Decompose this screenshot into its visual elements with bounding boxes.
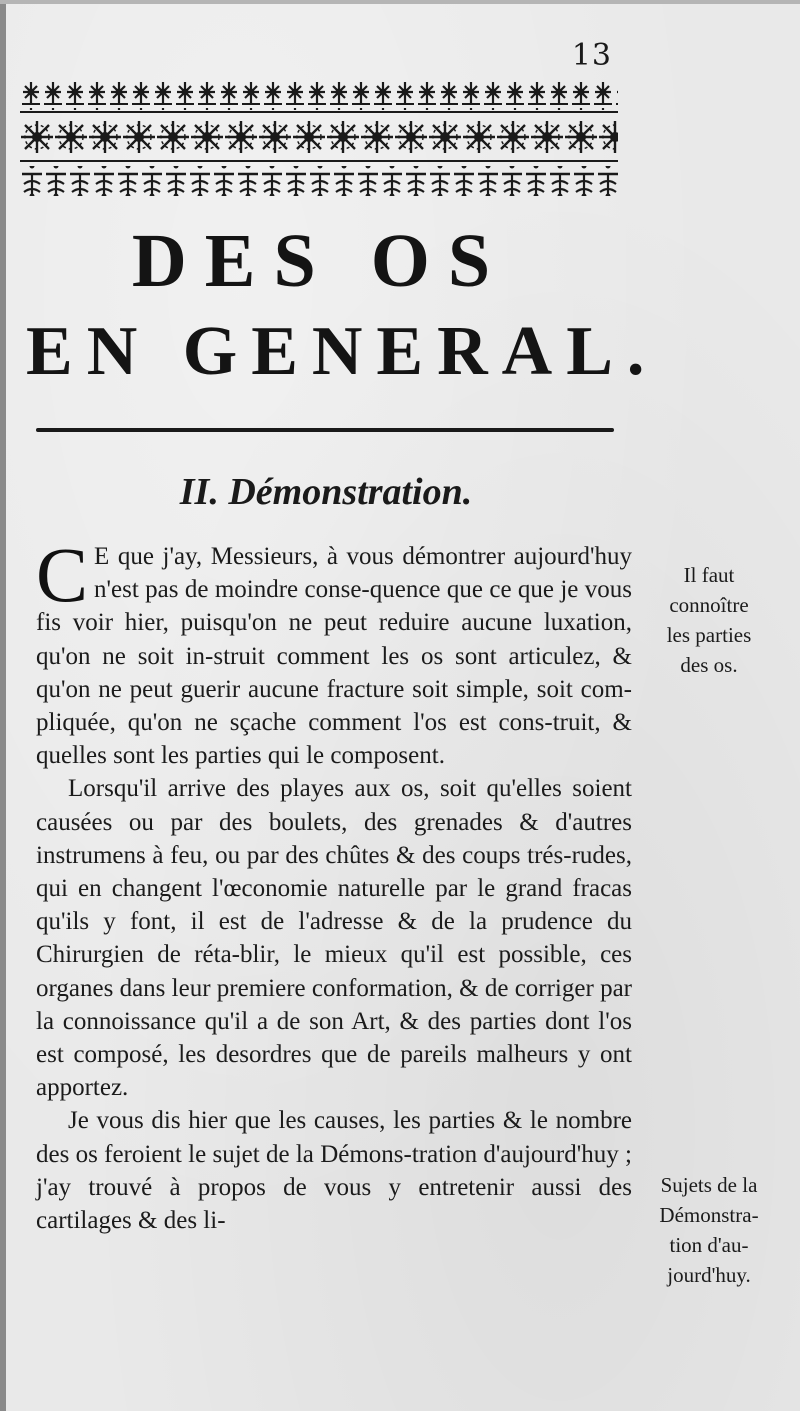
body-text [36,531,632,1237]
paragraph-3: Je vous dis hier que les causes, les parties & le nombre des os feroient le sujet de la Démons-tration d'aujourd'huy ; j'ay trouvé à propos de vous y entretenir aussi des cartilages & des li- [36,1107,632,1235]
title-line-1: DES OS [131,219,509,303]
headpiece-ornament [20,80,618,198]
margin-note-2 [634,1170,784,1290]
margin-note-1 [634,560,784,680]
margin-note-line: Sujets de la [660,1173,758,1197]
title-rule [36,428,614,432]
margin-note-line: tion d'au- [669,1233,749,1257]
drop-cap: C [36,531,89,618]
title-line-2: EN GENERAL. [26,313,659,390]
paragraph-2: Lorsqu'il arrive des playes aux os, soit qu'elles soient causées ou par des boulets, des grenades & d'autres instrumens à feu, ou par des chûtes & des coups trés-rudes, qui en changent l'œconomie naturelle par le grand fracas qu'ils y font, il est de l'adresse & de la prudence du Chirurgien de réta-blir, le mieux qu'il est possible, ces organes dans leur premiere conformation, & de corriger par la connoissance qu'il a de son Art, & des parties dont l'os est composé, les desordres que de pareils malheurs y ont apportez. [36,775,632,1102]
paragraph-1-text: E que j'ay, Messieurs, à vous démontrer aujourd'huy n'est pas de moindre conse-quence que ce que je vous fis voir hier, puisqu'on ne peut reduire aucune luxation, qu'on ne soit in-struit comment les os sont articulez, & qu'on ne peut guerir aucune fracture soit simple, soit com-pliquée, qu'on ne sçache comment l'os est cons-truit, & quelles sont les parties qui le composent. [36,543,632,770]
margin-note-line: Il faut [683,563,735,587]
margin-note-line: jourd'huy. [667,1263,751,1287]
page-top-edge [0,0,800,4]
paragraph-1 [36,531,632,772]
margin-note-line: des os. [680,653,738,677]
page-number: 13 [571,38,612,73]
margin-note-line: les parties [666,623,752,647]
section-subtitle: II. Démonstration. [179,471,473,513]
margin-note-line: connoître [669,593,749,617]
margin-note-line: Démonstra- [659,1203,759,1227]
page-edge-shadow [0,0,6,1411]
